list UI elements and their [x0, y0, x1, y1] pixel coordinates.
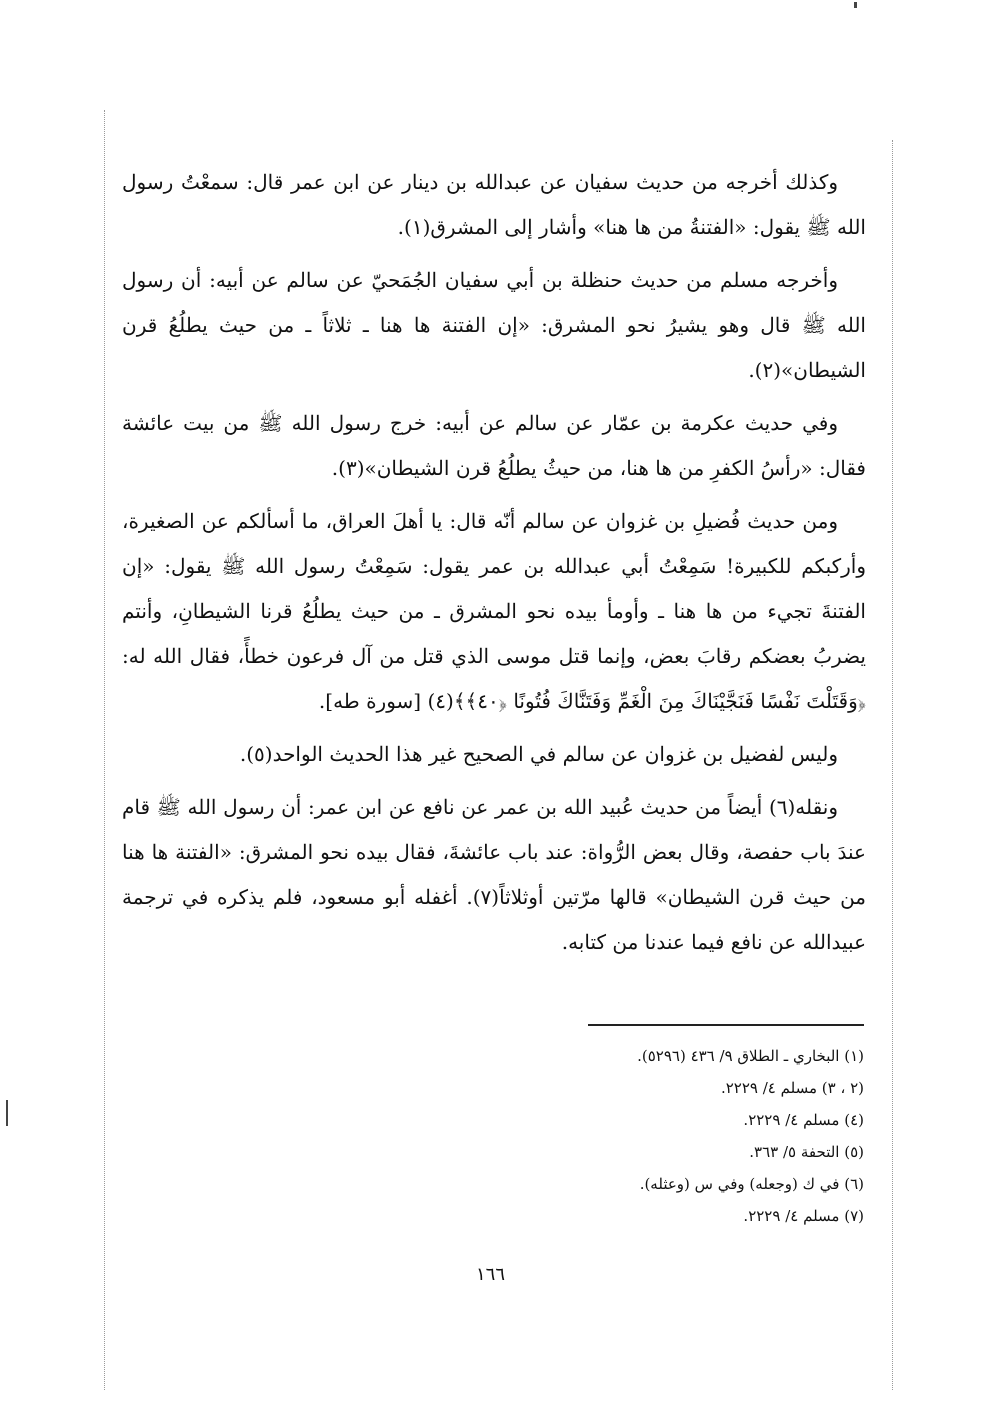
- footnote-3: (٤) مسلم ٤/ ٢٢٢٩.: [743, 1111, 864, 1129]
- scan-mark-top: [854, 2, 857, 8]
- footnote-1: (١) البخاري ـ الطلاق ٩/ ٤٣٦ (٥٢٩٦).: [637, 1047, 864, 1065]
- footnote-2: (٢ ، ٣) مسلم ٤/ ٢٢٢٩.: [720, 1079, 864, 1097]
- main-text: [122, 160, 866, 965]
- paragraph-2: وأخرجه مسلم من حديث حنظلة بن أبي سفيان الجُمَحيّ عن سالم عن أبيه: أن رسول الله ﷺ قال وهو يشيرُ نحو المشرق: «إن الفتنة ها هنا ـ ثلاثاً ـ من حيث يطلُعُ قرن الشيطان»(٢).: [122, 268, 866, 382]
- scan-dots-left: [104, 110, 105, 1390]
- scan-mark-left: [6, 1100, 8, 1126]
- footnote-4: (٥) التحفة ٥/ ٣٦٣.: [749, 1143, 864, 1161]
- footnote-5: (٦) في ك (وجعله) وفي س (وعثله).: [639, 1175, 864, 1193]
- footnotes: [384, 1040, 864, 1232]
- scan-dots-right: [892, 140, 893, 1390]
- paragraph-3: وفي حديث عكرمة بن عمّار عن سالم عن أبيه: خرج رسول الله ﷺ من بيت عائشة فقال: «رأسُ الكفرِ من ها هنا، من حيثُ يطلُعُ قرن الشيطان»(٣).: [122, 411, 866, 480]
- paragraph-4: ومن حديث فُضيلِ بن غزوان عن سالم أنّه قال: يا أهلَ العراق، ما أسألكم عن الصغيرة، وأركبكم للكبيرة! سَمِعْتُ أبي عبدالله بن عمر يقول: سَمِعْتُ رسول الله ﷺ يقول: «إن الفتنةَ تجيء من ها هنا ـ وأومأ بيده نحو المشرق ـ من حيث يطلُعُ قرنا الشيطانِ، وأنتم يضربُ بعضكم رقابَ بعض، وإنما قتل موسى الذي قتل من آل فرعون خطأً، فقال الله له: ﴿وَقَتَلْتَ نَفْسًا فَنَجَّيْنَاكَ مِنَ الْغَمِّ وَفَتَنَّاكَ فُتُونًا ﴿٤٠﴾﴾(٤) [سورة طه].: [122, 509, 866, 713]
- paragraph-5: وليس لفضيل بن غزوان عن سالم في الصحيح غير هذا الحديث الواحد(٥).: [239, 742, 838, 766]
- paragraph-1: وكذلك أخرجه من حديث سفيان عن عبدالله بن دينار عن ابن عمر قال: سمعْتُ رسول الله ﷺ يقول: «الفتنةُ من ها هنا» وأشار إلى المشرق(١).: [122, 170, 866, 239]
- page-number: ١٦٦: [475, 1264, 505, 1285]
- paragraph-6: ونقله(٦) أيضاً من حديث عُبيد الله بن عمر عن نافع عن ابن عمر: أن رسول الله ﷺ قام عندَ باب حفصة، وقال بعض الرُّواة: عند باب عائشةَ، فقال بيده نحو المشرق: «الفتنة ها هنا من حيث قرن الشيطان» قالها مرّتين أوثلاثاً(٧). أغفله أبو مسعود، فلم يذكره في ترجمة عبيدالله عن نافع فيما عندنا من كتابه.: [122, 795, 867, 954]
- footnote-6: (٧) مسلم ٤/ ٢٢٢٩.: [743, 1207, 864, 1225]
- footnote-separator: [588, 1024, 864, 1026]
